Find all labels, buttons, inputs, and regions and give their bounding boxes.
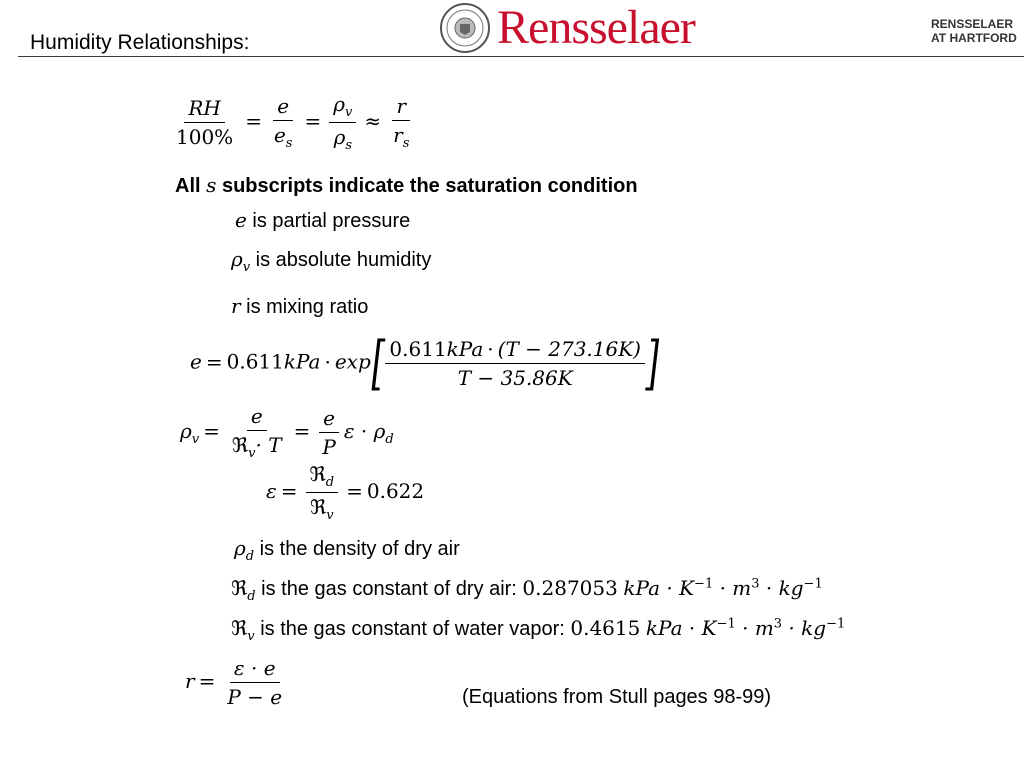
rhov-rest: ε · ρ (343, 419, 386, 443)
e-exp-num-unit: kPa (446, 336, 484, 361)
rhov-frac2-den: P (322, 435, 336, 459)
e-exponent-fraction: $\frac{\text{0.611kPa · (T − 273.16K)}}{T - 35.86K}$ (385, 337, 645, 390)
rhov-lhs-sub: v (191, 432, 200, 447)
r-formula-fraction (223, 656, 286, 709)
source-note: (Equations from Stull pages 98-99) (462, 686, 772, 708)
Rv-definition-text: is the gas constant of water vapor: (254, 618, 571, 640)
rhod-symbol: ρ (234, 536, 246, 560)
e-numerator: e (273, 94, 293, 121)
saturation-note-symbol: s (206, 173, 217, 197)
rho-v-sub: v (345, 105, 353, 120)
rs-sub: s (402, 136, 410, 151)
e-over-es (270, 94, 297, 151)
saturation-note-prefix: All (175, 175, 207, 197)
Rd-kg-exp: −1 (803, 576, 823, 592)
Rv-definition (231, 616, 845, 644)
e-exp-num-rest: (T − 273.16K) (497, 336, 641, 361)
header-divider (18, 56, 1024, 57)
e-formula: e = 0.611kPa · exp[ $\frac{\text{0.611kPa · (T − 273.16K)}}{T - 35.86K}$ ] (190, 329, 660, 397)
es-sub: s (285, 136, 293, 151)
rs-base: r (393, 123, 403, 147)
Rd-value: 0.287053 (522, 576, 618, 600)
r-over-rs (389, 94, 413, 151)
Rv-units: kPa · $K^{-1} \cdot m^3 \cdot kg^{-1}$ (645, 616, 846, 640)
e-exp-num-coef: 0.611 (389, 336, 447, 361)
Rv-unit-m: m (754, 616, 774, 640)
r-formula-num: ε · e (230, 656, 280, 683)
rhov-frac2-num: e (319, 406, 339, 433)
r-definition (231, 294, 368, 319)
r-definition-text: is mixing ratio (240, 296, 369, 318)
r-formula-lhs: r (185, 669, 195, 693)
epsilon-den-sub: v (326, 508, 334, 523)
Rd-unit-kPa: kPa (623, 576, 661, 600)
rh-fraction (172, 96, 237, 149)
Rv-unit-kg: kg (801, 616, 827, 640)
saturation-note-suffix: subscripts indicate the saturation condition (216, 175, 638, 197)
r-symbol: r (231, 294, 241, 318)
Rv-kg-exp: −1 (826, 616, 846, 632)
left-bracket: [ (371, 329, 385, 397)
rh-equation: $\frac{RH}{100\%}$ = $\frac{e}{e_s}$ = $\frac{\rho_v}{\rho_s}$ ≈ $\frac{r}{r_s}$ (168, 92, 417, 153)
e-formula-unit: kPa (283, 349, 321, 374)
rhov-lhs: ρ (180, 419, 192, 443)
es-base: e (273, 123, 286, 147)
rh-denominator: 100% (176, 125, 234, 149)
rhov-symbol: ρ (231, 247, 243, 271)
rhov-rest-sub: d (385, 432, 394, 447)
rhov-fraction-2 (318, 406, 339, 459)
rensselaer-wordmark-logo: Rensselaer (497, 1, 695, 54)
rho-v-base: ρ (333, 92, 345, 116)
epsilon-num-R: ℜ (309, 462, 326, 486)
rhod-sub: d (245, 549, 255, 564)
Rd-definition-text: is the gas constant of dry air: (255, 578, 523, 600)
r-formula: r = $\frac{\varepsilon \cdot e}{P - e}$ (185, 656, 290, 709)
rensselaer-seal-logo (436, 2, 494, 54)
rhov-over-rhos (329, 92, 356, 153)
rhov-frac1-R: ℜ (231, 433, 249, 457)
e-formula-exp: exp (334, 349, 371, 374)
rhov-formula: $\rho_v$ = $\frac{e}{ℜ_v\cdot T}$ = $\frac{e}{P}$ $\varepsilon \cdot \rho_d$ (180, 404, 394, 461)
saturation-note (175, 173, 638, 198)
rhov-sub: v (242, 260, 251, 275)
Rv-symbol: ℜ (231, 616, 248, 640)
Rd-unit-kg: kg (778, 576, 804, 600)
rhov-frac1-den-rest: · T (255, 433, 282, 457)
epsilon-den-R: ℜ (309, 495, 327, 519)
campus-line-1: RENSSELAER (931, 17, 1014, 31)
e-definition (235, 208, 410, 233)
rhod-definition (234, 536, 460, 564)
rhov-definition (231, 247, 431, 275)
Rv-unit-K: K (701, 616, 717, 640)
rhov-frac1-num: e (247, 404, 267, 431)
Rv-unit-kPa: kPa (645, 616, 683, 640)
right-bracket: ] (645, 329, 660, 397)
e-exp-denominator: T − 35.86K (457, 365, 573, 390)
epsilon-fraction (306, 462, 339, 523)
Rd-definition (231, 576, 823, 604)
epsilon-value: 0.622 (366, 479, 425, 503)
rho-s-sub: s (345, 138, 353, 153)
Rv-sub: v (247, 629, 255, 644)
rhod-definition-text: is the density of dry air (254, 538, 460, 560)
epsilon-formula: ε = $\frac{ℜ_d}{ℜ_v}$ = 0.622 (266, 462, 425, 523)
rhov-frac1-R-sub: v (248, 446, 256, 461)
rho-s-base: ρ (333, 125, 346, 149)
Rv-m-exp: 3 (773, 616, 783, 632)
rh-numerator: RH (184, 96, 225, 123)
r-numerator: r (392, 94, 410, 121)
Rd-m-exp: 3 (751, 576, 760, 592)
e-symbol: e (235, 208, 247, 232)
Rd-units: kPa · $K^{-1} \cdot m^3 \cdot kg^{-1}$ (623, 576, 823, 600)
Rd-unit-m: m (732, 576, 752, 600)
slide-title: Humidity Relationships: (30, 31, 250, 54)
e-formula-lhs: e (190, 349, 202, 374)
Rv-K-exp: −1 (716, 616, 736, 632)
rhov-definition-text: is absolute humidity (250, 249, 432, 271)
campus-line-2: AT HARTFORD (931, 31, 1017, 45)
rhov-fraction-1 (228, 404, 286, 461)
Rd-unit-K: K (679, 576, 695, 600)
Rd-sub: d (247, 589, 256, 604)
e-formula-coef: 0.611 (226, 349, 284, 374)
e-definition-text: is partial pressure (246, 210, 411, 232)
rensselaer-hartford-logo (931, 17, 1017, 45)
Rd-K-exp: −1 (694, 576, 714, 592)
Rv-value: 0.4615 (570, 616, 641, 640)
epsilon-num-sub: d (325, 475, 335, 490)
r-formula-den: P − e (227, 685, 283, 709)
epsilon-lhs: ε (266, 479, 277, 503)
Rd-symbol: ℜ (231, 576, 248, 600)
